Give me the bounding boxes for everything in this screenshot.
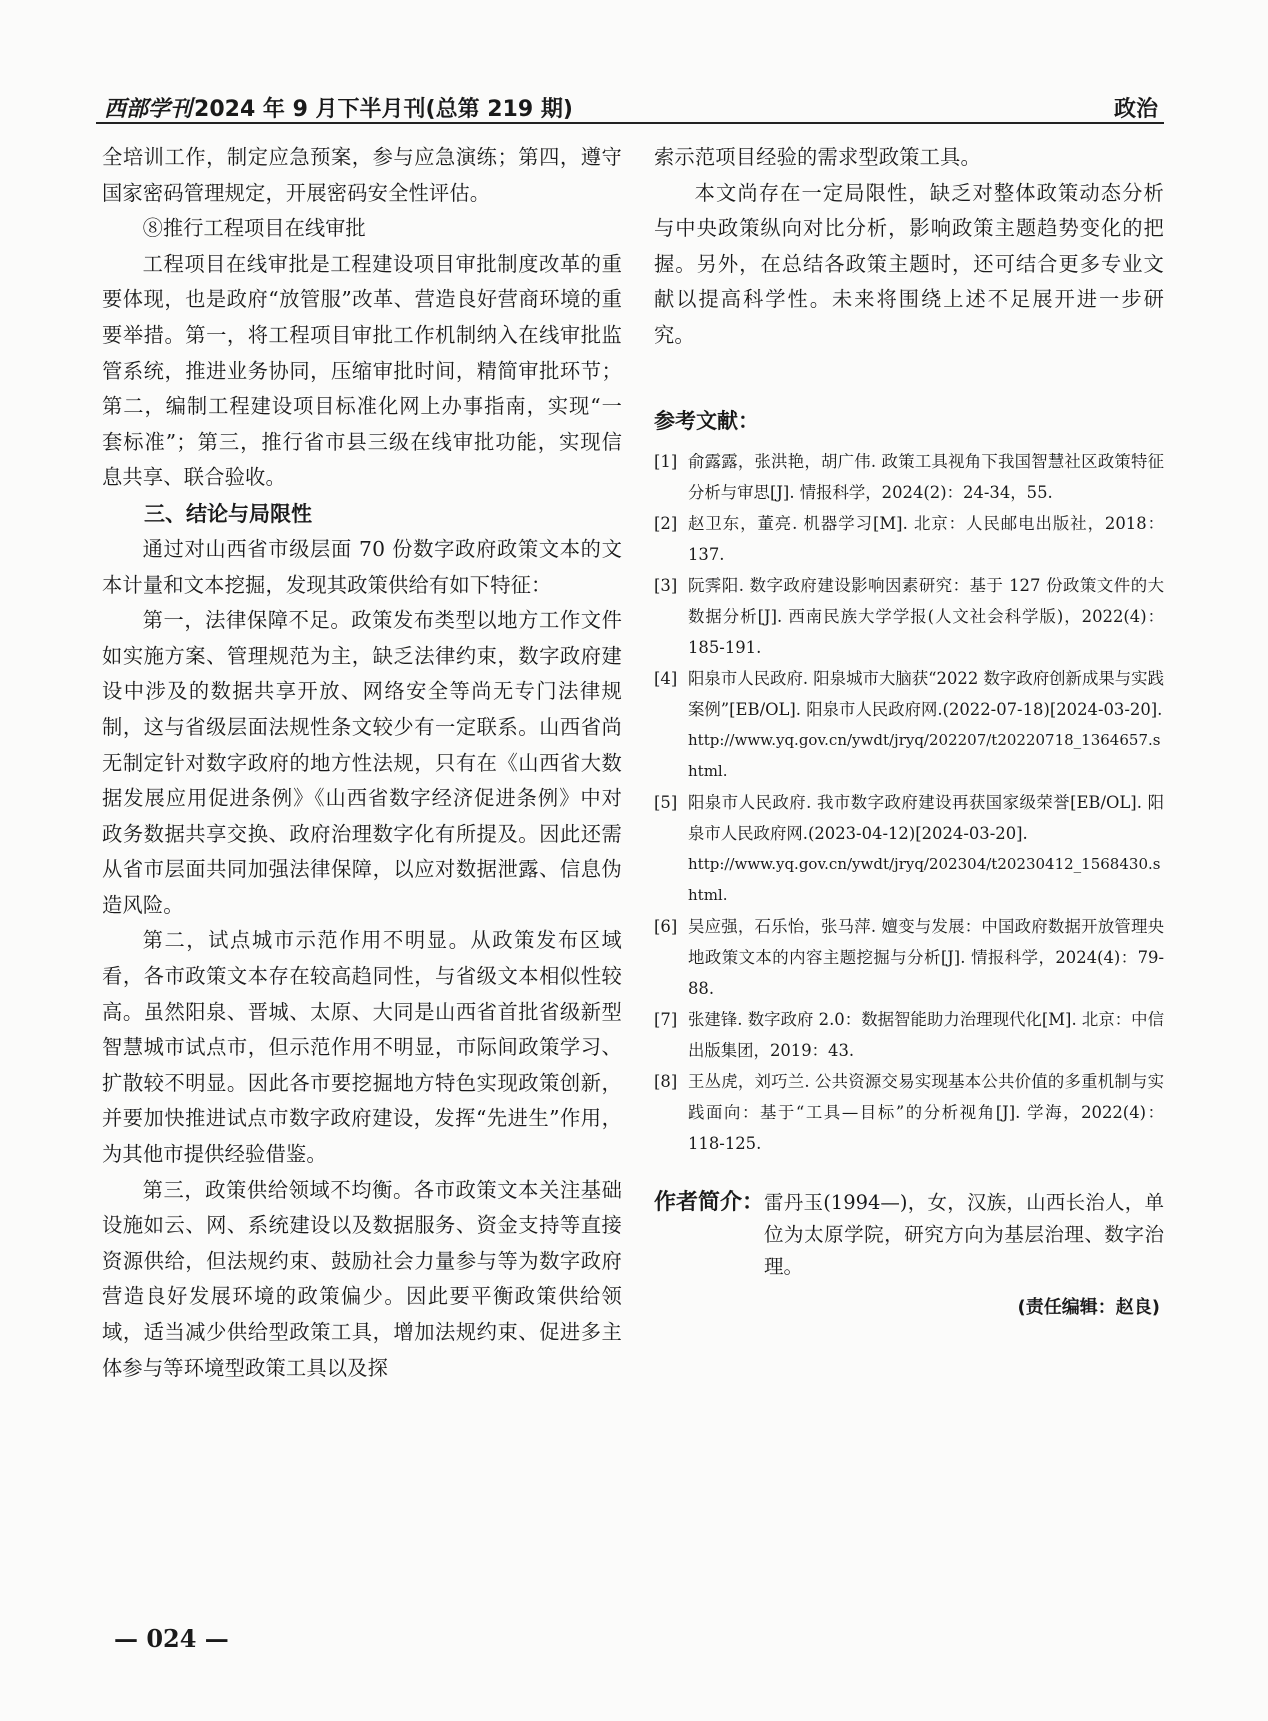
journal-logo: 西部学刊 — [104, 96, 193, 122]
reference-item — [654, 1004, 1164, 1066]
reference-number: [1] — [654, 451, 678, 471]
reference-text — [688, 1004, 1164, 1066]
journal-issue-line — [104, 92, 573, 123]
section-heading: 三、结论与局限性 — [144, 501, 312, 526]
page-number: — 024 — — [114, 1624, 229, 1653]
reference-item — [654, 1066, 1164, 1159]
reference-text — [688, 787, 1164, 911]
right-column — [654, 140, 1164, 1319]
reference-number: [3] — [654, 575, 678, 595]
references-heading: 参考文献： — [654, 408, 759, 433]
author-bio — [654, 1187, 1164, 1283]
reference-number: [4] — [654, 668, 678, 688]
reference-citation: 阳泉市人民政府. 我市数字政府建设再获国家级荣誉[EB/OL]. 阳泉市人民政府网.(2023-04-12)[2024-03-20]. — [688, 792, 1164, 843]
reference-url[interactable]: http://www.yq.gov.cn/ywdt/jryq/202304/t20230412_1568430.shtml. — [688, 854, 1161, 904]
paragraph: 通过对山西省市级层面 70 份数字政府政策文本的文本计量和文本挖掘，发现其政策供给有如下特征： — [102, 536, 622, 597]
reference-text — [688, 508, 1164, 570]
reference-text — [688, 570, 1164, 663]
reference-item — [654, 787, 1164, 911]
running-header — [96, 86, 1164, 122]
reference-number: [5] — [654, 792, 678, 812]
author-bio-label: 作者简介： — [654, 1189, 765, 1215]
responsible-editor: (责任编辑：赵良) — [1017, 1296, 1160, 1318]
paragraph: 第二，试点城市示范作用不明显。从政策发布区域看，各市政策文本存在较高趋同性，与省级文本相似性较高。虽然阳泉、晋城、太原、大同是山西省首批省级新型智慧城市试点市，但示范作用不明显，市际间政策学习、扩散较不明显。因此各市要挖掘地方特色实现政策创新，并要加快推进试点市数字政府建设，发挥“先进生”作用，为其他市提供经验借鉴。 — [102, 928, 622, 1167]
paragraph: 第三，政策供给领域不均衡。各市政策文本关注基础设施如云、网、系统建设以及数据服务、资金支持等直接资源供给，但法规约束、鼓励社会力量参与等为数字政府营造良好发展环境的政策偏少。因此要平衡政策供给领域，适当减少供给型政策工具，增加法规约束、促进多主体参与等环境型政策工具以及探 — [102, 1177, 622, 1380]
reference-citation: 阳泉市人民政府. 阳泉城市大脑获“2022 数字政府创新成果与实践案例”[EB/OL]. 阳泉市人民政府网.(2022-07-18)[2024-03-20]. — [688, 668, 1164, 719]
reference-number: [8] — [654, 1071, 678, 1091]
reference-number: [7] — [654, 1009, 678, 1029]
author-bio-text: 雷丹玉(1994—)，女，汉族，山西长治人，单位为太原学院，研究方向为基层治理、数字治理。 — [764, 1190, 1164, 1278]
reference-text — [688, 1066, 1164, 1159]
reference-text — [688, 446, 1164, 508]
reference-citation: 吴应强，石乐怡，张马萍. 嬗变与发展：中国政府数据开放管理央地政策文本的内容主题挖掘与分析[J]. 情报科学，2024(4)：79-88. — [688, 916, 1164, 998]
reference-item — [654, 663, 1164, 787]
reference-citation: 赵卫东，董亮. 机器学习[M]. 北京：人民邮电出版社，2018：137. — [688, 513, 1164, 564]
paragraph: 工程项目在线审批是工程建设项目审批制度改革的重要体现，也是政府“放管服”改革、营造良好营商环境的重要举措。第一，将工程项目审批工作机制纳入在线审批监管系统，推进业务协同，压缩审批时间，精简审批环节；第二，编制工程建设项目标准化网上办事指南，实现“一套标准”；第三，推行省市县三级在线审批功能，实现信息共享、联合验收。 — [102, 251, 622, 490]
reference-item — [654, 508, 1164, 570]
paragraph: 第一，法律保障不足。政策发布类型以地方工作文件如实施方案、管理规范为主，缺乏法律约束，数字政府建设中涉及的数据共享开放、网络安全等尚无专门法律规制，这与省级层面法规性条文较少有一定联系。山西省尚无制定针对数字政府的地方性法规，只有在《山西省大数据发展应用促进条例》《山西省数字经济促进条例》中对政务数据共享交换、政府治理数字化有所提及。因此还需从省市层面共同加强法律保障，以应对数据泄露、信息伪造风险。 — [102, 608, 622, 917]
paragraph: 全培训工作，制定应急预案，参与应急演练；第四，遵守国家密码管理规定，开展密码安全性评估。 — [102, 145, 622, 205]
issue-info: 2024 年 9 月下半月刊(总第 219 期) — [194, 97, 573, 122]
reference-number: [2] — [654, 513, 678, 533]
reference-number: [6] — [654, 916, 678, 936]
reference-citation: 俞露露，张洪艳，胡广伟. 政策工具视角下我国智慧社区政策特征分析与审思[J]. 情报科学，2024(2)：24-34，55. — [688, 451, 1164, 502]
subsection-heading: ⑧推行工程项目在线审批 — [142, 216, 366, 241]
left-column — [102, 140, 622, 1386]
header-rule — [96, 122, 1164, 124]
paragraph: 索示范项目经验的需求型政策工具。 — [654, 145, 981, 169]
reference-citation: 阮霁阳. 数字政府建设影响因素研究：基于 127 份政策文件的大数据分析[J]. 西南民族大学学报(人文社会科学版)，2022(4)：185-191. — [688, 575, 1164, 657]
paragraph: 本文尚存在一定局限性，缺乏对整体政策动态分析与中央政策纵向对比分析，影响政策主题趋势变化的把握。另外，在总结各政策主题时，还可结合更多专业文献以提高科学性。未来将围绕上述不足展开进一步研究。 — [654, 180, 1164, 347]
reference-list — [654, 446, 1164, 1159]
reference-url[interactable]: http://www.yq.gov.cn/ywdt/jryq/202207/t20220718_1364657.shtml. — [688, 730, 1161, 780]
reference-citation: 张建锋. 数字政府 2.0：数据智能助力治理现代化[M]. 北京：中信出版集团，2019：43. — [688, 1009, 1164, 1060]
reference-text — [688, 911, 1164, 1004]
reference-citation: 王丛虎，刘巧兰. 公共资源交易实现基本公共价值的多重机制与实践面向：基于“工具—目标”的分析视角[J]. 学海，2022(4)：118-125. — [688, 1071, 1164, 1153]
reference-text — [688, 663, 1164, 787]
section-label: 政治 — [1113, 97, 1158, 122]
reference-item — [654, 911, 1164, 1004]
reference-item — [654, 446, 1164, 508]
reference-item — [654, 570, 1164, 663]
